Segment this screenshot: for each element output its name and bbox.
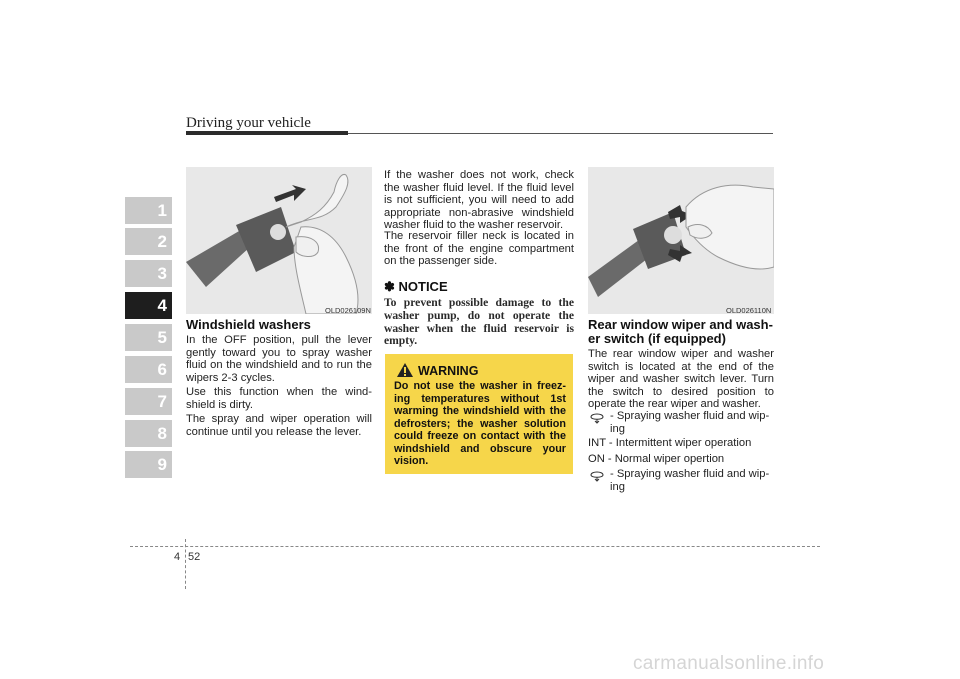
header-rule	[348, 133, 773, 134]
chapter-tab-4-active[interactable]: 4	[125, 292, 172, 319]
figure1-code: OLD026109N	[325, 306, 371, 315]
chapter-tab-2[interactable]: 2	[125, 228, 172, 255]
footer-chapter: 4	[174, 551, 181, 563]
footer-divider	[185, 539, 186, 589]
warning-box	[385, 354, 573, 474]
chapter-tab-5[interactable]: 5	[125, 324, 172, 351]
col3-paragraph-1: The rear window wiper and washer switch is located at the end of the wiper and washer switch lever. Turn the switch to desired position to operate the rear wiper and washer.	[588, 348, 774, 411]
notice-body: To prevent possible damage to the washer pump, do not operate the washer when the fluid reservoir is empty.	[384, 296, 574, 348]
watermark: carmanualsonline.info	[633, 653, 825, 674]
col2-paragraph-2: The reservoir filler neck is located in the front of the engine compartment on the passenger side.	[384, 230, 574, 268]
heading-rear-wiper-switch: Rear window wiper and wash-er switch (if equipped)	[588, 317, 773, 346]
footer-page-number: 52	[188, 551, 201, 563]
figure2-code: OLD026110N	[726, 306, 772, 315]
warning-title: WARNING	[418, 364, 479, 378]
heading-windshield-washers: Windshield washers	[186, 317, 311, 332]
header-bar	[186, 131, 348, 135]
rear-switch-illustration	[588, 167, 774, 314]
washer-spray-icon	[589, 410, 605, 424]
chapter-tab-6[interactable]: 6	[125, 356, 172, 383]
col1-paragraph-1: In the OFF position, pull the lever gently toward you to spray washer fluid on the windshield and to run the wipers 2-3 cycles.	[186, 334, 372, 384]
page-header-title: Driving your vehicle	[186, 115, 311, 131]
warning-triangle-icon	[396, 362, 414, 378]
rear-item-on: ON - Normal wiper opertion	[588, 453, 725, 465]
chapter-tab-3[interactable]: 3	[125, 260, 172, 287]
warning-body: Do not use the washer in freez-ing temperatures without 1st warming the windshield with the defrosters; the washer solution could freeze on contact with the windshield and obscure your vision.	[394, 380, 566, 467]
rear-item-int: INT - Intermittent wiper operation	[588, 437, 752, 449]
figure-rear-wiper-switch	[588, 167, 774, 314]
washer-spray-icon-2	[589, 468, 605, 482]
chapter-tab-1[interactable]: 1	[125, 197, 172, 224]
figure-windshield-washer-lever	[186, 167, 372, 314]
chapter-tab-8[interactable]: 8	[125, 420, 172, 447]
notice-title: ✽ NOTICE	[384, 279, 448, 294]
rear-item-washer-1: - Spraying washer fluid and wip-ing	[610, 410, 770, 435]
col1-paragraph-2: Use this function when the wind-shield is dirty.	[186, 386, 372, 411]
col1-paragraph-3: The spray and wiper operation will continue until you release the lever.	[186, 413, 372, 438]
chapter-tab-7[interactable]: 7	[125, 388, 172, 415]
footer-rule	[130, 546, 820, 547]
chapter-tab-9[interactable]: 9	[125, 451, 172, 478]
col2-paragraph-1: If the washer does not work, check the washer fluid level. If the fluid level is not sufficient, you will need to add appropriate non-abrasive windshield washer fluid to the washer reservoir.	[384, 169, 574, 232]
rear-item-washer-2: - Spraying washer fluid and wip-ing	[610, 468, 770, 493]
lever-pull-illustration	[186, 167, 372, 314]
